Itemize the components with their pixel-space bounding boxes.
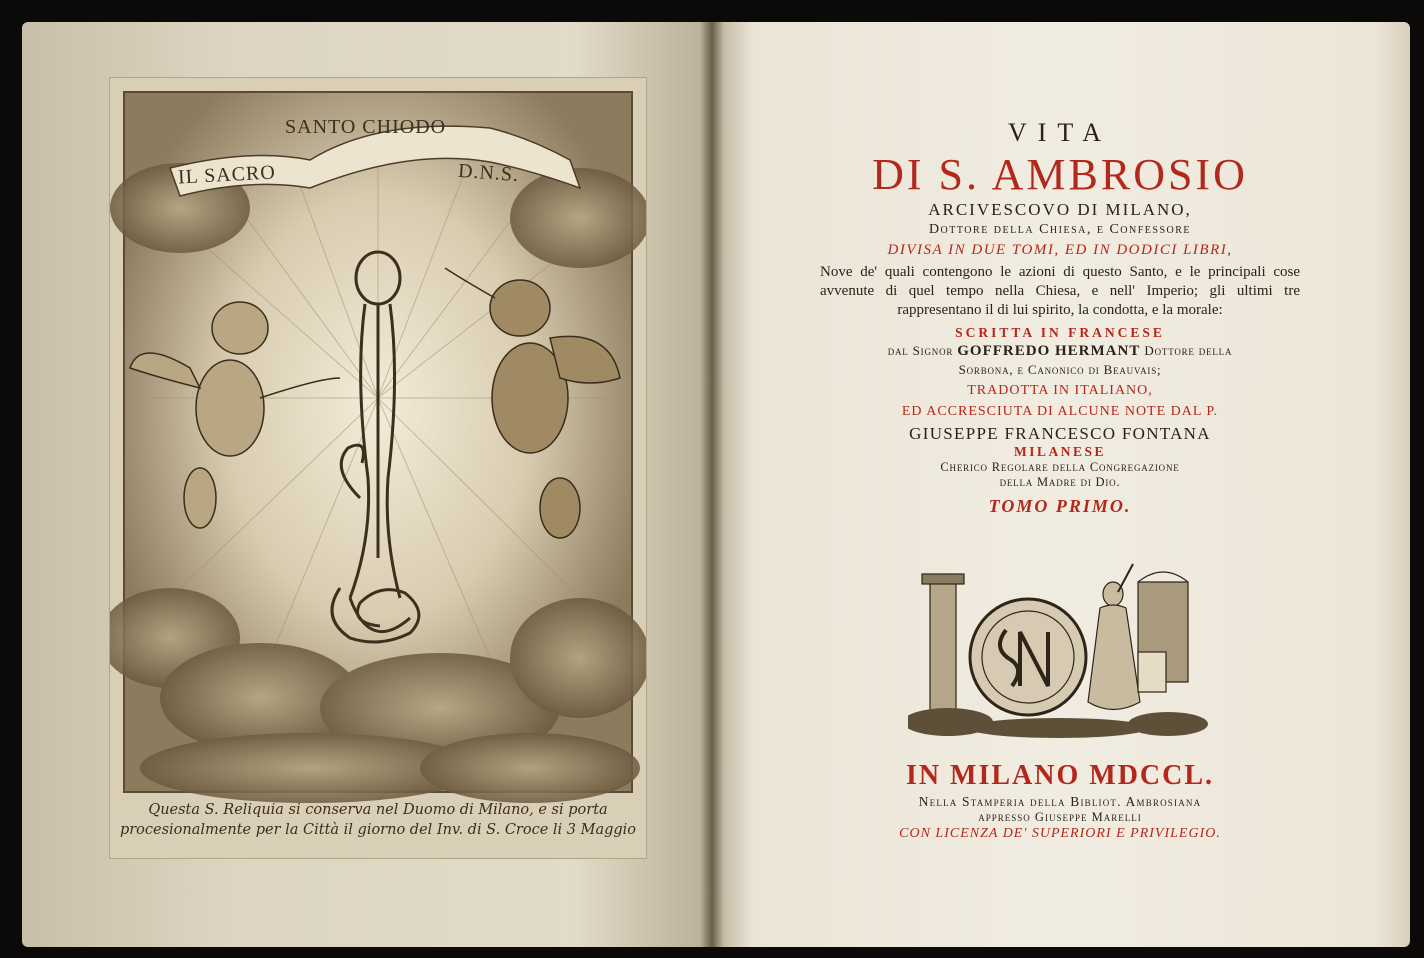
description-text: Nove de' quali contengono le azioni di questo Santo, e le principali cose avvenute di quel tempo nella Chiesa, e nell' Imperio; gli ultimi tre rappresentano il di lui spirito, la condotta, e la morale: [820, 264, 1300, 318]
imprint-appresso: appresso Giuseppe Marelli [978, 810, 1142, 824]
cherico-line-1: Cherico Regolare della Congregazione [940, 460, 1180, 474]
subtitle-divisa: DIVISA IN DUE TOMI, ED IN DODICI LIBRI, [887, 242, 1233, 258]
tomo-line: TOMO PRIMO. [988, 496, 1132, 516]
title-vita: VITA [1007, 118, 1112, 147]
translator-origin: MILANESE [1013, 444, 1106, 459]
ribbon-right: D.N.S. [457, 159, 520, 187]
accresciuta-line: ED ACCRESCIUTA DI ALCUNE NOTE DAL P. [901, 404, 1219, 419]
tradotta-line: TRADOTTA IN ITALIANO, [967, 383, 1153, 398]
frontispiece-engraving [110, 78, 646, 858]
author-line [760, 342, 1360, 360]
imprint-stamperia: Nella Stamperia della Bibliot. Ambrosiana [918, 794, 1202, 809]
author-prefix: dal Signor [887, 343, 954, 358]
book-gutter [700, 22, 724, 947]
ribbon-line-top: SANTO CHIODO [285, 116, 447, 138]
author-suffix: Dottore della [1144, 343, 1233, 358]
frontispiece-caption [118, 800, 638, 840]
main-title: DI S. AMBROSIO [872, 150, 1248, 199]
author-name: GOFFREDO HERMANT [957, 343, 1141, 359]
subtitle-dottore: Dottore della Chiesa, e Confessore [928, 222, 1192, 237]
imprint-licenza: CON LICENZA DE' SUPERIORI E PRIVILEGIO. [899, 826, 1221, 841]
scritta-line: SCRITTA IN FRANCESE [955, 325, 1165, 340]
caption-line-1: Questa S. Reliquia si conserva nel Duomo di Milano, e si porta [148, 802, 608, 818]
subtitle-arcivescovo: ARCIVESCOVO DI MILANO, [928, 200, 1192, 219]
engraving-illustration [110, 78, 646, 858]
foliage [908, 708, 1208, 738]
caption-line-2: procesionalmente per la Città il giorno del Inv. di S. Croce li 3 Maggio [119, 822, 637, 838]
ribbon-left: IL SACRO [177, 161, 277, 189]
author-affiliation: Sorbona, e Canonico di Beauvais; [958, 362, 1162, 377]
column-left [930, 582, 956, 722]
monogram-medallion [970, 599, 1086, 715]
translator-name: GIUSEPPE FRANCESCO FONTANA [909, 424, 1211, 443]
title-block [760, 112, 1360, 517]
imprint-block [760, 760, 1360, 842]
imprint-place-year: IN MILANO MDCCL. [905, 760, 1215, 791]
title-vignette [908, 552, 1208, 740]
cherico-line-2: della Madre di Dio. [999, 475, 1121, 489]
